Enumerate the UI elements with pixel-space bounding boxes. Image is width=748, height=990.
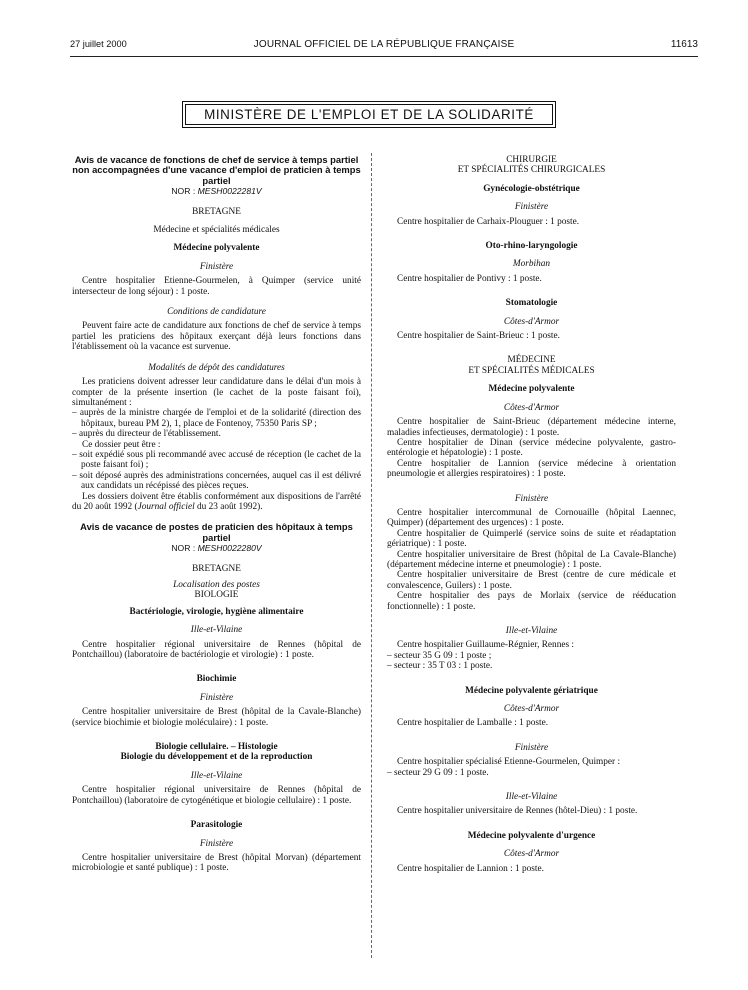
avis1-nor [72,186,361,196]
r5-text: Centre hospitalier des pays de Morlaix (service de rééducation fonctionnelle) : 1 poste. [387,591,676,612]
r1-text: Centre hospitalier de Carhaix-Plouguer : 1 poste. [397,216,580,227]
r1-title: Gynécologie-obstétrique [483,183,580,194]
modalites-item: – auprès de la ministre chargée de l'emploi et de la solidarité (direction des hôpitaux, bureau PM 2), 1, place de Fontenoy, 75350 Paris SP ; [72,408,361,429]
dossier-intro: Ce dossier peut être : [82,439,161,450]
s4-title: Parasitologie [190,820,243,831]
avis2-nor-label: NOR : [171,543,196,554]
r4-text: Centre hospitalier de Lannion (service médecine à orientation pneumologie et allergies respiratoires) : 1 poste. [387,458,676,480]
r4-text: Centre hospitalier de Saint-Brieuc (département médecine interne, maladies infectieuses, dermatologie) : 1 poste. [387,417,676,438]
r5-text: Centre hospitalier de Quimperlé (service soins de suite et réadaptation gériatrique) : 1 poste. [387,528,676,550]
r3-text: Centre hospitalier de Saint-Brieuc : 1 poste. [397,331,560,342]
header-page-number: 11613 [670,39,698,50]
s4-dept: Finistère [199,838,234,849]
conditions-text: Peuvent faire acte de candidature aux fonctions de chef de service à temps partiel les praticiens des hôpitaux exerçant déjà leurs fonctions dans l'établissement où la vacance est survenue. [72,321,361,353]
r4-dept: Côtes-d'Armor [503,402,560,413]
r10-dept: Côtes-d'Armor [503,849,560,860]
region2: BRETAGNE [192,563,241,574]
r1-dept: Finistère [514,202,549,213]
r10-text: Centre hospitalier de Lannion : 1 poste. [397,863,544,874]
r9-dept: Ille-et-Vilaine [505,792,558,803]
r8-dept: Finistère [514,742,549,753]
left-column [72,155,361,874]
r8-item: – secteur 29 G 09 : 1 poste. [387,768,676,778]
dossier-item: – soit expédié sous pli recommandé avec accusé de réception (le cachet de la poste faisant foi) ; [72,450,361,471]
avis1-nor-code: MESH0022281V [197,186,262,197]
header-date: 27 juillet 2000 [70,39,127,49]
s4-text: Centre hospitalier universitaire de Brest (hôpital Morvan) (département microbiologie et santé publique) : 1 poste. [72,852,361,874]
column-divider [371,153,372,958]
avis1-nor-label: NOR : [171,186,196,197]
s3-dept: Ille-et-Vilaine [190,770,243,781]
avis1-title: Avis de vacance de fonctions de chef de service à temps partiel non accompagnées d'une vacance d'emploi de praticien à temps partiel [72,154,361,186]
modalites-title: Modalités de dépôt des candidatures [148,362,285,373]
r5-text: Centre hospitalier universitaire de Brest (centre de cure médicale et convalescence, Guilers) : 1 poste. [387,570,676,591]
r6-item: – secteur : 35 T 03 : 1 poste. [387,661,676,671]
r7-title: Médecine polyvalente gériatrique [465,685,598,696]
r6-item: – secteur 35 G 09 : 1 poste ; [387,651,676,661]
s1-dept: Ille-et-Vilaine [190,625,243,636]
r6-text: Centre hospitalier Guillaume-Régnier, Rennes : [397,640,574,651]
r4-title: Médecine polyvalente [488,384,575,395]
s2-dept: Finistère [199,692,234,703]
dossiers-text-a: Les dossiers doivent être établis conformément aux dispositions de l'arrêté du 20 août 1992 ( [72,491,361,512]
avis2-title: Avis de vacance de postes de praticien des hôpitaux à temps partiel [80,521,353,543]
r7-text: Centre hospitalier de Lamballe : 1 poste. [397,718,549,729]
r3-title: Stomatologie [505,298,558,309]
r2-title: Oto-rhino-laryngologie [485,241,578,252]
s2-text: Centre hospitalier universitaire de Brest (hôpital de la Cavale-Blanche) (service biochimie et biologie moléculaire) : 1 poste. [72,707,361,728]
spec1: Médecine polyvalente [173,243,260,254]
s3-title-b: Biologie du développement et de la reproduction [120,752,313,763]
dossiers-text-b: du 23 août 1992). [194,501,263,512]
region1: BRETAGNE [192,206,241,217]
modalites-item: – auprès du directeur de l'établissement. [72,429,361,439]
r5-dept: Finistère [514,493,549,504]
medecine-heading-b: ET SPÉCIALITÉS MÉDICALES [468,365,595,376]
disc1: Médecine et spécialités médicales [153,225,280,236]
avis2-nor-code: MESH0022280V [197,543,262,554]
r2-dept: Morbihan [512,259,551,270]
s1-text: Centre hospitalier régional universitaire de Rennes (hôpital de Pontchaillou) (laboratoire de bactériologie et virologie) : 1 poste. [72,639,361,661]
s2-title: Biochimie [196,674,237,685]
localisation-title: Localisation des postes [173,580,260,590]
s3-text: Centre hospitalier régional universitaire de Rennes (hôpital de Pontchaillou) (laboratoire de cytogénétique et biologie cellulaire) : 1 poste. [72,785,361,806]
r10-title: Médecine polyvalente d'urgence [467,830,596,841]
right-column [387,155,676,874]
dossiers-text [72,492,361,513]
r3-dept: Côtes-d'Armor [503,316,560,327]
s1-title: Bactériologie, virologie, hygiène alimentaire [129,606,304,617]
r6-dept: Ille-et-Vilaine [505,626,558,636]
r8-text: Centre hospitalier spécialisé Etienne-Gourmelen, Quimper : [397,757,621,768]
medecine-heading-a: MÉDECINE [507,355,556,366]
r2-text: Centre hospitalier de Pontivy : 1 poste. [397,273,542,284]
running-header [70,39,698,53]
header-journal-title: JOURNAL OFFICIEL DE LA RÉPUBLIQUE FRANÇAISE [253,39,515,50]
conditions-title: Conditions de candidature [167,307,266,318]
r7-dept: Côtes-d'Armor [503,704,560,715]
header-rule [70,56,698,57]
r4-text: Centre hospitalier de Dinan (service médecine polyvalente, gastro-entérologie et hépatologie) : 1 poste. [387,437,676,459]
ministry-box: MINISTÈRE DE L'EMPLOI ET DE LA SOLIDARITÉ [182,101,556,128]
modalites-text: Les praticiens doivent adresser leur candidature dans le délai d'un mois à compter de la présente insertion (le cachet de la poste faisant foi), simultanément : [72,377,361,408]
s3-title-a: Biologie cellulaire. – Histologie [155,742,278,753]
dossier-item: – soit déposé auprès des administrations concernées, auquel cas il est délivré aux candidats un récépissé des pièces reçues. [72,471,361,492]
biologie-heading: BIOLOGIE [194,590,239,601]
dept1: Finistère [199,261,234,272]
avis2-nor [72,543,361,553]
r9-text: Centre hospitalier universitaire de Rennes (hôtel-Dieu) : 1 poste. [397,806,638,817]
r5-text: Centre hospitalier universitaire de Brest (hôpital de La Cavale-Blanche) (département médecine interne et pneumologie) : 1 poste. [387,549,676,570]
r5-text: Centre hospitalier intercommunal de Cornouaille (hôpital Laennec, Quimper) (département des urgences) : 1 poste. [387,507,676,529]
chirurgie-heading-a: CHIRURGIE [506,155,557,165]
journal-officiel-ref: Journal officiel [137,501,195,512]
chirurgie-heading-b: ET SPÉCIALITÉS CHIRURGICALES [457,165,606,176]
text1: Centre hospitalier Etienne-Gourmelen, à Quimper (service unité intersecteur de long séjour) : 1 poste. [72,276,361,297]
